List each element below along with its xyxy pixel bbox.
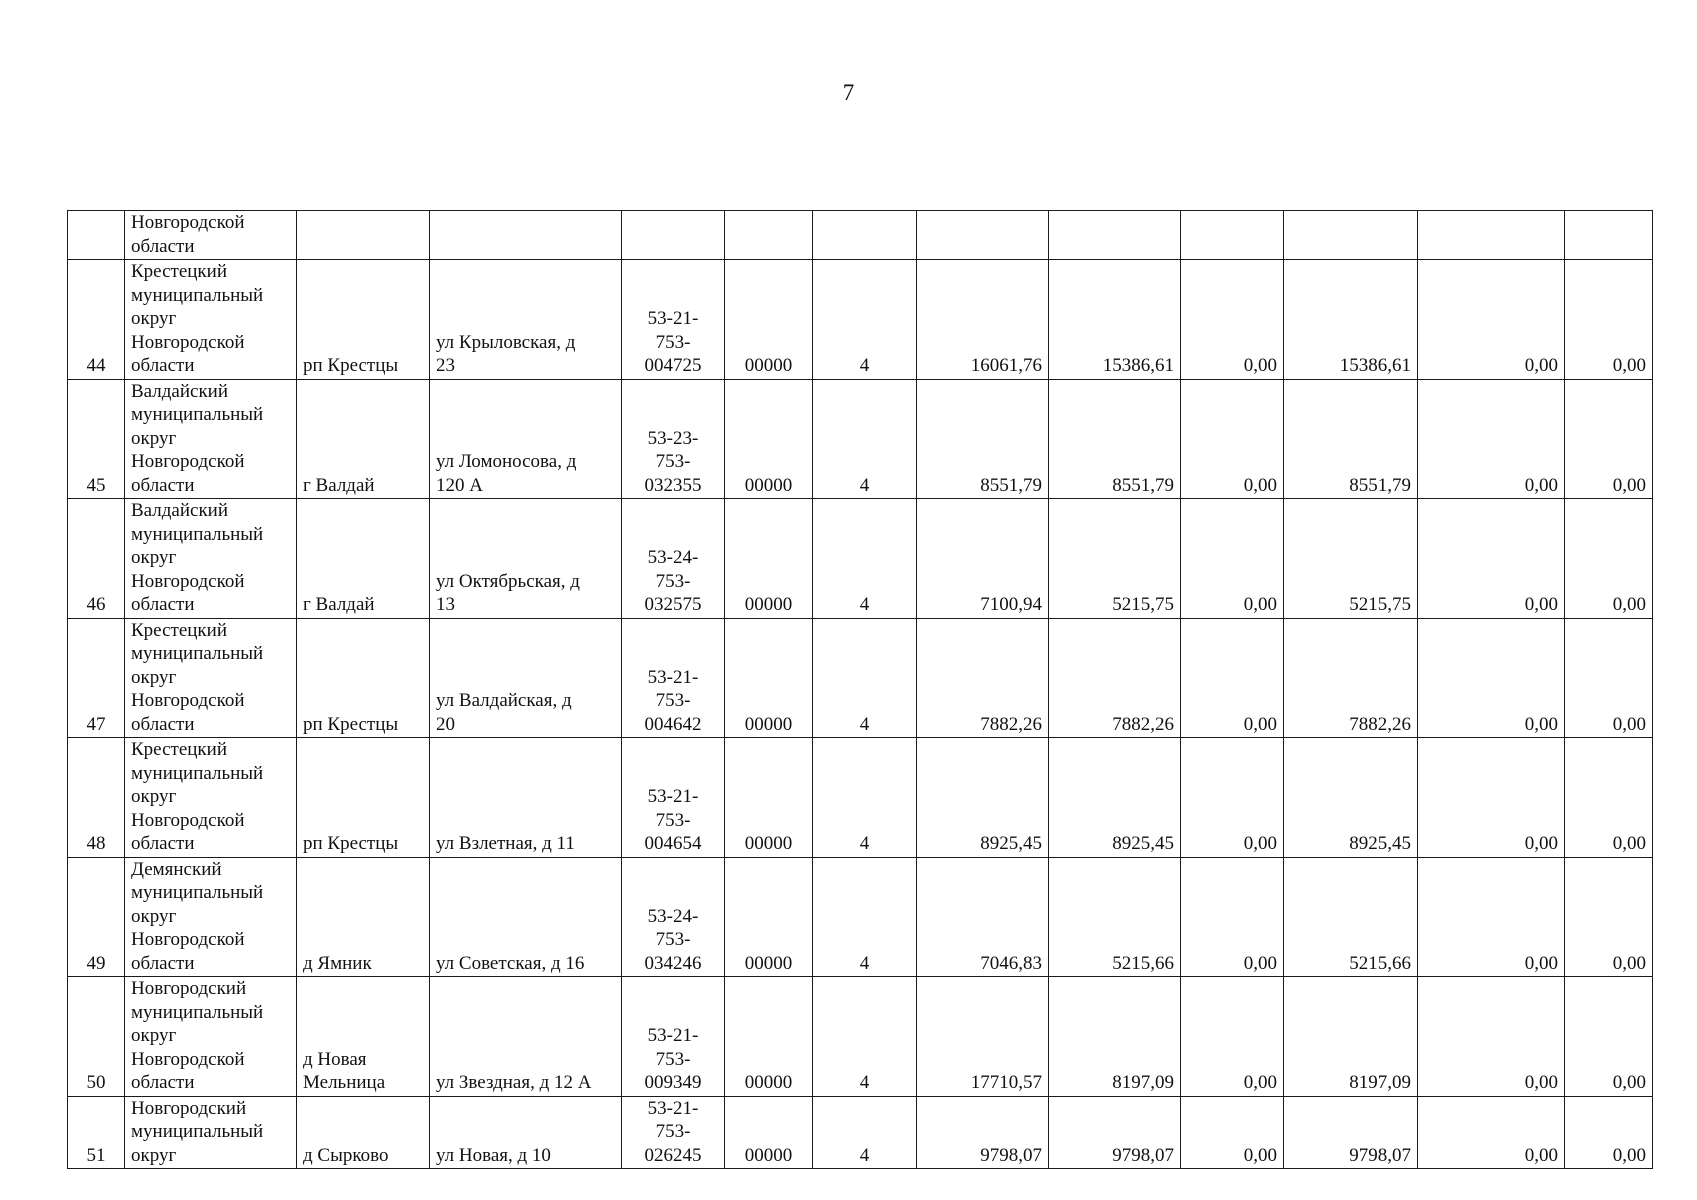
cell-value-2: 7882,26	[1049, 618, 1181, 738]
cell-street: ул Новая, д 10	[430, 1096, 622, 1169]
cell-municipality: Новгородской области	[125, 211, 297, 260]
cell-col5: 00000	[725, 260, 813, 380]
cell-col5: 00000	[725, 977, 813, 1097]
cell-street	[430, 211, 622, 260]
cell-street: ул Крыловская, д 23	[430, 260, 622, 380]
cell-value-3: 0,00	[1181, 977, 1284, 1097]
cell-code: 53-21- 753- 004642	[622, 618, 725, 738]
page-number: 7	[842, 80, 855, 105]
cell-value-1: 8551,79	[917, 379, 1049, 499]
cell-settlement: рп Крестцы	[297, 618, 430, 738]
cell-municipality: Новгородский муниципальный округ	[125, 1096, 297, 1169]
cell-street: ул Звездная, д 12 А	[430, 977, 622, 1097]
table-row	[68, 260, 1653, 380]
cell-code: 53-21- 753- 004654	[622, 738, 725, 858]
cell-number: 46	[68, 499, 125, 619]
cell-settlement: д Ямник	[297, 857, 430, 977]
cell-street: ул Ломоносова, д 120 А	[430, 379, 622, 499]
cell-municipality: Крестецкий муниципальный округ Новгородской области	[125, 618, 297, 738]
cell-value-2: 5215,66	[1049, 857, 1181, 977]
cell-col5: 00000	[725, 499, 813, 619]
table-row	[68, 379, 1653, 499]
cell-number: 51	[68, 1096, 125, 1169]
cell-value-4: 8197,09	[1284, 977, 1418, 1097]
cell-value-5: 0,00	[1418, 857, 1565, 977]
cell-col6: 4	[813, 260, 917, 380]
cell-number: 44	[68, 260, 125, 380]
cell-value-3: 0,00	[1181, 618, 1284, 738]
cell-value-2: 15386,61	[1049, 260, 1181, 380]
cell-value-3: 0,00	[1181, 738, 1284, 858]
cell-code: 53-24- 753- 032575	[622, 499, 725, 619]
cell-value-4: 8925,45	[1284, 738, 1418, 858]
cell-value-2: 8925,45	[1049, 738, 1181, 858]
cell-value-5: 0,00	[1418, 618, 1565, 738]
cell-value-1: 7046,83	[917, 857, 1049, 977]
cell-col5: 00000	[725, 1096, 813, 1169]
cell-municipality: Новгородский муниципальный округ Новгородской области	[125, 977, 297, 1097]
cell-code	[622, 211, 725, 260]
cell-col5: 00000	[725, 618, 813, 738]
cell-value-5: 0,00	[1418, 977, 1565, 1097]
cell-value-1	[917, 211, 1049, 260]
cell-col5	[725, 211, 813, 260]
cell-value-2	[1049, 211, 1181, 260]
cell-number: 48	[68, 738, 125, 858]
cell-number: 45	[68, 379, 125, 499]
cell-value-3: 0,00	[1181, 499, 1284, 619]
cell-street: ул Взлетная, д 11	[430, 738, 622, 858]
cell-value-6: 0,00	[1565, 260, 1653, 380]
table-row	[68, 618, 1653, 738]
cell-col6: 4	[813, 379, 917, 499]
cell-col6: 4	[813, 857, 917, 977]
cell-code: 53-23- 753- 032355	[622, 379, 725, 499]
cell-value-1: 9798,07	[917, 1096, 1049, 1169]
cell-municipality: Крестецкий муниципальный округ Новгородской области	[125, 260, 297, 380]
cell-code: 53-21- 753- 004725	[622, 260, 725, 380]
cell-value-5: 0,00	[1418, 499, 1565, 619]
cell-value-3: 0,00	[1181, 379, 1284, 499]
cell-value-1: 8925,45	[917, 738, 1049, 858]
cell-value-1: 17710,57	[917, 977, 1049, 1097]
cell-value-3: 0,00	[1181, 857, 1284, 977]
cell-col5: 00000	[725, 379, 813, 499]
cell-value-3	[1181, 211, 1284, 260]
cell-value-5	[1418, 211, 1565, 260]
cell-municipality: Валдайский муниципальный округ Новгородской области	[125, 499, 297, 619]
cell-col6: 4	[813, 499, 917, 619]
cell-value-6: 0,00	[1565, 499, 1653, 619]
cell-municipality: Крестецкий муниципальный округ Новгородской области	[125, 738, 297, 858]
cell-value-5: 0,00	[1418, 379, 1565, 499]
cell-settlement	[297, 211, 430, 260]
cell-settlement: д Сырково	[297, 1096, 430, 1169]
cell-value-3: 0,00	[1181, 1096, 1284, 1169]
cell-col5: 00000	[725, 857, 813, 977]
cell-value-6: 0,00	[1565, 857, 1653, 977]
cell-value-6: 0,00	[1565, 977, 1653, 1097]
cell-settlement: рп Крестцы	[297, 260, 430, 380]
cell-value-4: 15386,61	[1284, 260, 1418, 380]
table-row	[68, 857, 1653, 977]
cell-number: 50	[68, 977, 125, 1097]
cell-code: 53-21- 753- 026245	[622, 1096, 725, 1169]
cell-col5: 00000	[725, 738, 813, 858]
cell-value-5: 0,00	[1418, 260, 1565, 380]
cell-value-6: 0,00	[1565, 379, 1653, 499]
cell-value-6: 0,00	[1565, 1096, 1653, 1169]
cell-value-6: 0,00	[1565, 738, 1653, 858]
cell-value-6: 0,00	[1565, 618, 1653, 738]
table-row	[68, 977, 1653, 1097]
cell-value-2: 5215,75	[1049, 499, 1181, 619]
cell-number: 47	[68, 618, 125, 738]
cell-value-2: 8551,79	[1049, 379, 1181, 499]
cell-settlement: д Новая Мельница	[297, 977, 430, 1097]
cell-value-2: 8197,09	[1049, 977, 1181, 1097]
cell-value-4: 5215,75	[1284, 499, 1418, 619]
cell-value-4: 5215,66	[1284, 857, 1418, 977]
table-row-continuation	[68, 211, 1653, 260]
table-row	[68, 738, 1653, 858]
table-row	[68, 1096, 1653, 1169]
cell-value-3: 0,00	[1181, 260, 1284, 380]
cell-value-4: 9798,07	[1284, 1096, 1418, 1169]
cell-settlement: рп Крестцы	[297, 738, 430, 858]
cell-settlement: г Валдай	[297, 499, 430, 619]
cell-settlement: г Валдай	[297, 379, 430, 499]
cell-value-6	[1565, 211, 1653, 260]
cell-value-1: 16061,76	[917, 260, 1049, 380]
cell-street: ул Советская, д 16	[430, 857, 622, 977]
cell-col6: 4	[813, 977, 917, 1097]
cell-col6	[813, 211, 917, 260]
cell-value-5: 0,00	[1418, 1096, 1565, 1169]
table-row	[68, 499, 1653, 619]
cell-value-1: 7882,26	[917, 618, 1049, 738]
cell-municipality: Валдайский муниципальный округ Новгородской области	[125, 379, 297, 499]
table-body	[68, 211, 1653, 1169]
cell-col6: 4	[813, 1096, 917, 1169]
register-table	[67, 210, 1653, 1169]
cell-municipality: Демянский муниципальный округ Новгородской области	[125, 857, 297, 977]
cell-value-4	[1284, 211, 1418, 260]
cell-value-1: 7100,94	[917, 499, 1049, 619]
cell-col6: 4	[813, 618, 917, 738]
cell-code: 53-24- 753- 034246	[622, 857, 725, 977]
cell-value-5: 0,00	[1418, 738, 1565, 858]
cell-value-4: 8551,79	[1284, 379, 1418, 499]
cell-street: ул Валдайская, д 20	[430, 618, 622, 738]
cell-value-2: 9798,07	[1049, 1096, 1181, 1169]
cell-number	[68, 211, 125, 260]
cell-col6: 4	[813, 738, 917, 858]
cell-number: 49	[68, 857, 125, 977]
cell-value-4: 7882,26	[1284, 618, 1418, 738]
cell-street: ул Октябрьская, д 13	[430, 499, 622, 619]
cell-code: 53-21- 753- 009349	[622, 977, 725, 1097]
